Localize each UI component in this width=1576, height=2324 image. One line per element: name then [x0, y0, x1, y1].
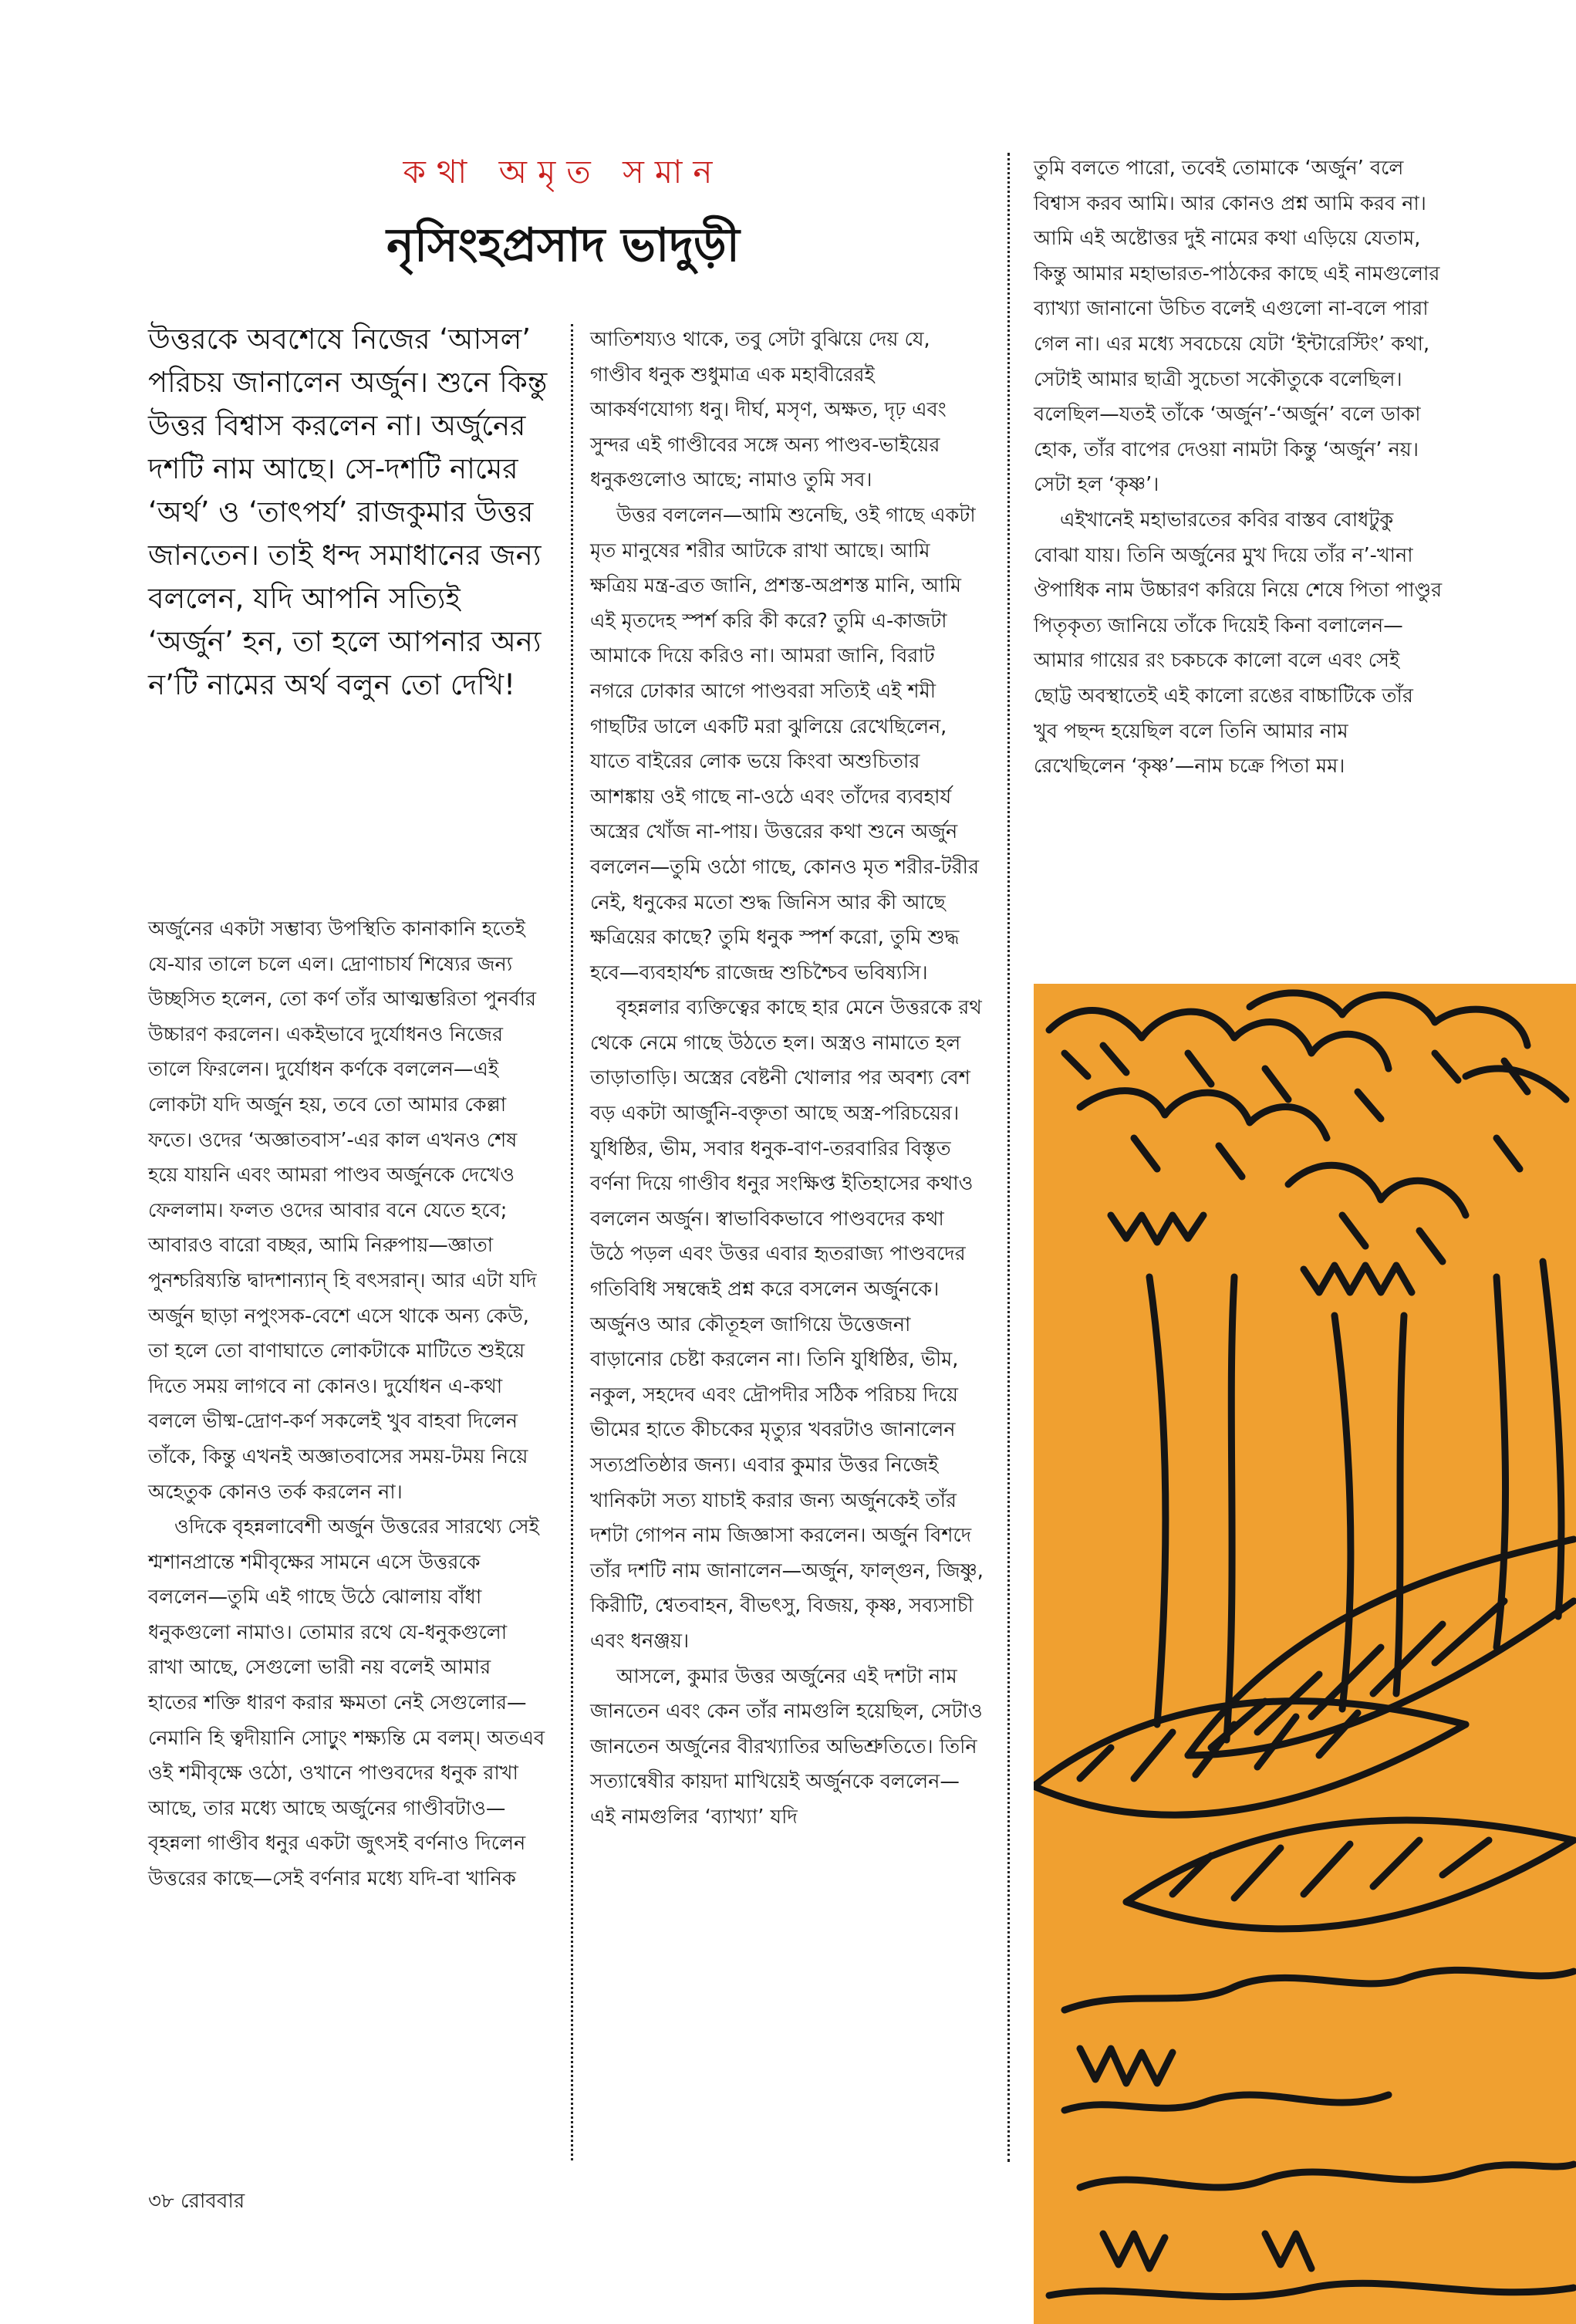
article-column-3 — [1034, 151, 1443, 785]
article-column-1 — [148, 912, 545, 1897]
author-byline: নৃসিংহপ্রসাদ ভাদুড়ী — [386, 218, 740, 272]
tree-illustration — [1034, 984, 1576, 2324]
paragraph: তুমি বলতে পারো, তবেই তোমাকে ‘অর্জুন’ বলে বিশ্বাস করব আমি। আর কোনও প্রশ্ন আমি করব না। আমি এই অষ্টোত্তর দুই নামের কথা এড়িয়ে যেতাম, কিন্তু আমার মহাভারত-পাঠকের কাছে এই নামগুলোর ব্যাখ্যা জানানো উচিত বলেই এগুলো না-বলে পারা গেল না। এর মধ্যে সবচেয়ে যেটা ‘ইন্টারেস্টিং’ কথা, সেটাই আমার ছাত্রী সুচেতা সকৌতুকে বলেছিল। বলেছিল—যতই তাঁকে ‘অর্জুন’-‘অর্জুন’ বলে ডাকা হোক, তাঁর বাপের দেওয়া নামটা কিন্তু ‘অর্জুন’ নয়। সেটা হল ‘কৃষ্ণ’। — [1034, 157, 1440, 497]
paragraph: আসলে, কুমার উত্তর অর্জুনের এই দশটা নাম জানতেন এবং কেন তাঁর নামগুলি হয়েছিল, সেটাও জানতেন অর্জুনের বীরখ্যাতির অভিশ্রুতিতে। তিনি সত্যান্বেষীর কায়দা মাখিয়েই অর্জুনকে বললেন—এই নামগুলির ‘ব্যাখ্যা’ যদি — [590, 1664, 983, 1829]
series-title: কথা অমৃত সমান — [403, 153, 724, 191]
paragraph: অর্জুনের একটা সম্ভাব্য উপস্থিতি কানাকানি হতেই যে-যার তালে চলে এল। দ্রোণাচার্য শিষ্যের জন্য উচ্ছসিত হলেন, তো কর্ণ তাঁর আত্মম্ভরিতা পুনর্বার উচ্চারণ করলেন। একইভাবে দুর্যোধনও নিজের তালে ফিরলেন। দুর্যোধন কর্ণকে বললেন—এই লোকটা যদি অর্জুন হয়, তবে তো আমার কেল্লা ফতে। ওদের ‘অজ্ঞাতবাস’-এর কাল এখনও শেষ হয়ে যায়নি এবং আমরা পাণ্ডব অর্জুনকে দেখেও ফেললাম। ফলত ওদের আবার বনে যেতে হবে; আবারও বারো বচ্ছর, আমি নিরুপায়—জ্ঞাতা পুনশ্চরিষ্যন্তি দ্বাদশান্যান্‌ হি বৎসরান্‌। আর এটা যদি অর্জুন ছাড়া নপুংসক-বেশে এসে থাকে অন্য কেউ, তা হলে তো বাণাঘাতে লোকটাকে মাটিতে শুইয়ে দিতে সময় লাগবে না কোনও। দুর্যোধন এ-কথা বললে ভীষ্ম-দ্রোণ-কর্ণ সকলেই খুব বাহবা দিলেন তাঁকে, কিন্তু এখনই অজ্ঞাতবাসের সময়-টময় নিয়ে অহেতুক কোনও তর্ক করলেন না। — [148, 917, 537, 1504]
article-column-2 — [590, 323, 984, 1836]
paragraph: বৃহন্নলার ব্যক্তিত্বের কাছে হার মেনে উত্তরকে রথ থেকে নেমে গাছে উঠতে হল। অস্ত্রও নামাতে হল তাড়াতাড়ি। অস্ত্রের বেষ্টনী খোলার পর অবশ্য বেশ বড় একটা আর্জুনি-বক্তৃতা আছে অস্ত্র-পরিচয়ের। যুধিষ্ঠির, ভীম, সবার ধনুক-বাণ-তরবারির বিস্তৃত বর্ণনা দিয়ে গাণ্ডীব ধনুর সংক্ষিপ্ত ইতিহাসের কথাও বললেন অর্জুন। স্বাভাবিকভাবে পাণ্ডবদের কথা উঠে পড়ল এবং উত্তর এবার হৃতরাজ্য পাণ্ডবদের গতিবিধি সম্বন্ধেই প্রশ্ন করে বসলেন অর্জুনকে। অর্জুনও আর কৌতূহল জাগিয়ে উত্তেজনা বাড়ানোর চেষ্টা করলেন না। তিনি যুধিষ্ঠির, ভীম, নকুল, সহদেব এবং দ্রৌপদীর সঠিক পরিচয় দিয়ে ভীমের হাতে কীচকের মৃত্যুর খবরটাও জানালেন সত্যপ্রতিষ্ঠার জন্য। এবার কুমার উত্তর নিজেই খানিকটা সত্য যাচাই করার জন্য অর্জুনকেই তাঁর দশটা গোপন নাম জিজ্ঞাসা করলেন। অর্জুন বিশদে তাঁর দশটি নাম জানালেন—অর্জুন, ফাল্গুন, জিষ্ণু, কিরীটি, শ্বেতবাহন, বীভৎসু, বিজয়, কৃষ্ণ, সব্যসাচী এবং ধনঞ্জয়। — [590, 996, 984, 1653]
paragraph: উত্তর বললেন—আমি শুনেছি, ওই গাছে একটা মৃত মানুষের শরীর আটকে রাখা আছে। আমি ক্ষত্রিয় মন্ত্র-ব্রত জানি, প্রশস্ত-অপ্রশস্ত মানি, আমি এই মৃতদেহ স্পর্শ করি কী করে? তুমি এ-কাজটা আমাকে দিয়ে করিও না। আমরা জানি, বিরাট নগরে ঢোকার আগে পাণ্ডবরা সত্যিই এই শমী গাছটির ডালে একটি মরা ঝুলিয়ে রেখেছিলেন, যাতে বাইরের লোক ভয়ে কিংবা অশুচিতার আশঙ্কায় ওই গাছে না-ওঠে এবং তাঁদের ব্যবহার্য অস্ত্রের খোঁজ না-পায়। উত্তরের কথা শুনে অর্জুন বললেন—তুমি ওঠো গাছে, কোনও মৃত শরীর-টরীর নেই, ধনুকের মতো শুদ্ধ জিনিস আর কী আছে ক্ষত্রিয়ের কাছে? তুমি ধনুক স্পর্শ করো, তুমি শুদ্ধ হবে—ব্যবহার্যশ্চ রাজেন্দ্র শুচিশ্চৈব ভবিষ্যসি। — [590, 503, 979, 985]
column-divider — [571, 324, 573, 2160]
intro-blurb: উত্তরকে অবশেষে নিজের ‘আসল’ পরিচয় জানালেন অর্জুন। শুনে কিন্তু উত্তর বিশ্বাস করলেন না। অর্জুনের দশটি নাম আছে। সে-দশটি নামের ‘অর্থ’ ও ‘তাৎপর্য’ রাজকুমার উত্তর জানতেন। তাই ধন্দ সমাধানের জন্য বললেন, যদি আপনি সত্যিই ‘অর্জুন’ হন, তা হলে আপনার অন্য ন’টি নামের অর্থ বলুন তো দেখি! — [148, 323, 548, 701]
paragraph: আতিশয্যও থাকে, তবু সেটা বুঝিয়ে দেয় যে, গাণ্ডীব ধনুক শুধুমাত্র এক মহাবীরেরই আকর্ষণযোগ্য ধনু। দীর্ঘ, মসৃণ, অক্ষত, দৃঢ় এবং সুন্দর এই গাণ্ডীবের সঙ্গে অন্য পাণ্ডব-ভাইয়ের ধনুকগুলোও আছে; নামাও তুমি সব। — [590, 328, 947, 492]
paragraph: ওদিকে বৃহন্নলাবেশী অর্জুন উত্তরের সারথ্যে সেই শ্মশানপ্রান্তে শমীবৃক্ষের সামনে এসে উত্তরকে বললেন—তুমি এই গাছে উঠে ঝোলায় বাঁধা ধনুকগুলো নামাও। তোমার রথে যে-ধনুকগুলো রাখা আছে, সেগুলো ভারী নয় বলেই আমার হাতের শক্তি ধারণ করার ক্ষমতা নেই সেগুলোর—নেমানি হি ত্বদীয়ানি সোঢ়ুং শক্ষ্যন্তি মে বলম্‌। অতএব ওই শমীবৃক্ষে ওঠো, ওখানে পাণ্ডবদের ধনুক রাখা আছে, তার মধ্যে আছে অর্জুনের গাণ্ডীবটাও—বৃহন্নলা গাণ্ডীব ধনুর একটা জুৎসই বর্ণনাও দিলেন উত্তরের কাছে—সেই বর্ণনার মধ্যে যদি-বা খানিক — [148, 1515, 545, 1891]
paragraph: এইখানেই মহাভারতের কবির বাস্তব বোধটুকু বোঝা যায়। তিনি অর্জুনের মুখ দিয়ে তাঁর ন’-খানা ঔপাধিক নাম উচ্চারণ করিয়ে নিয়ে শেষে পিতা পাণ্ডুর পিতৃকৃত্য জানিয়ে তাঁকে দিয়েই কিনা বলালেন—আমার গায়ের রং চকচকে কালো বলে এবং সেই ছোট্ট অবস্থাতেই এই কালো রঙের বাচ্চাটিকে তাঁর খুব পছন্দ হয়েছিল বলে তিনি আমার নাম রেখেছিলেন ‘কৃষ্ণ’—নাম চক্রে পিতা মম। — [1034, 508, 1443, 779]
column-divider — [1007, 153, 1010, 2162]
page-folio: ৩৮ রোববার — [148, 2190, 245, 2213]
